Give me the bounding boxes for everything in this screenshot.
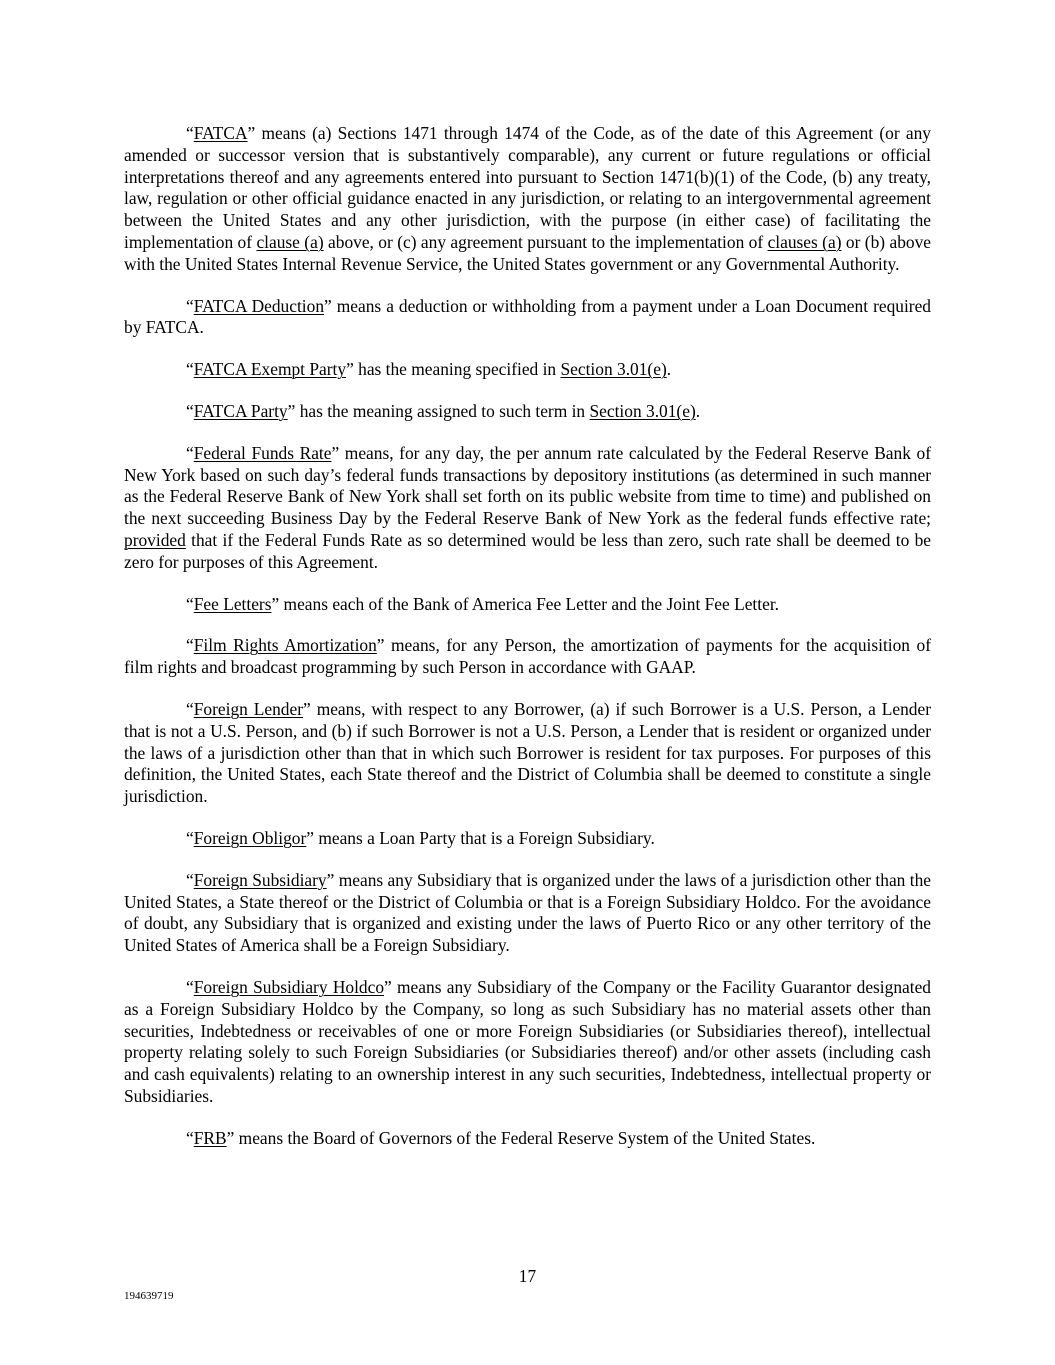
definition-text: .: [695, 400, 701, 421]
definition-paragraph: [124, 977, 931, 1108]
definition-text: “: [186, 400, 194, 421]
defined-term: Foreign Subsidiary: [193, 869, 327, 890]
definition-text: ” means each of the Bank of America Fee Letter and the Joint Fee Letter.: [271, 593, 779, 614]
defined-term: Film Rights Amortization: [193, 635, 377, 656]
cross-reference: Section 3.01(e): [560, 359, 667, 380]
defined-term: FRB: [193, 1127, 227, 1148]
page-number: 17: [518, 1266, 537, 1286]
definition-paragraph: [124, 870, 931, 957]
cross-reference: clauses (a): [767, 231, 842, 252]
defined-term: Foreign Lender: [193, 698, 304, 719]
definition-text: “: [186, 827, 194, 848]
definition-text: ” means, with respect to any Borrower, (a) if such Borrower is a U.S. Person, a Lender that is not a U.S. Person, and (b) if such Borrower is not a U.S. Person, a Lender that is resident or organized under the laws of a jurisdiction other than that in which such Borrower is resident for tax purposes. For purposes of this definition, the United States, each State thereof and the District of Columbia shall be deemed to constitute a single jurisdiction.: [124, 698, 931, 807]
definition-text: ” has the meaning specified in: [346, 359, 561, 380]
definition-paragraph: [124, 443, 931, 574]
definition-text: ” means any Subsidiary of the Company or the Facility Guarantor designated as a Foreign Subsidiary Holdco by the Company, so long as such Subsidiary has no material assets other than securities, Indebtedness or receivables of one or more Foreign Subsidiaries (or Subsidiaries thereof), intellectual property relating solely to such Foreign Subsidiaries (or Subsidiaries thereof) and/or other assets (including cash and cash equivalents) relating to an ownership interest in any such securities, Indebtedness, intellectual property or Subsidiaries.: [124, 976, 931, 1106]
defined-term: FATCA: [193, 123, 248, 143]
definition-paragraph: [124, 1128, 931, 1150]
definition-text: “: [186, 295, 194, 316]
definition-paragraph: [124, 594, 931, 616]
definition-text: ” means (a) Sections 1471 through 1474 of the Code, as of the date of this Agreement (or any amended or successor version that is substantively comparable), any current or future regulations or official interpretations thereof and any agreements entered into pursuant to Section 1471(b)(1) of the Code, (b) any treaty, law, regulation or other official guidance enacted in any jurisdiction, or relating to an intergovernmental agreement between the United States and any other jurisdiction, with the purpose (in either case) of facilitating the implementation of: [124, 123, 931, 252]
definition-paragraph: [124, 828, 931, 850]
definition-text: ” means a Loan Party that is a Foreign Subsidiary.: [306, 827, 655, 848]
definition-paragraph: [124, 635, 931, 679]
definition-text: or (b) above with the United States Internal Revenue Service, the United States government or any Governmental Authority.: [124, 231, 932, 274]
definition-text: ” means a deduction or withholding from a payment under a Loan Document required by FATCA.: [124, 295, 932, 338]
definition-paragraph: [124, 699, 931, 808]
cross-reference: clause (a): [256, 231, 324, 252]
cross-reference: Section 3.01(e): [589, 400, 696, 421]
defined-term: Federal Funds Rate: [193, 442, 332, 463]
defined-term: FATCA Deduction: [193, 295, 325, 316]
definition-text: “: [186, 593, 194, 614]
definition-text: “: [186, 442, 194, 463]
definition-text: ” has the meaning assigned to such term in: [287, 400, 590, 421]
defined-term: Foreign Obligor: [193, 827, 307, 848]
definition-text: “: [186, 123, 194, 143]
document-body: [124, 123, 931, 1169]
document-id: 194639719: [124, 1290, 174, 1302]
defined-term: FATCA Exempt Party: [193, 359, 347, 380]
definition-text: ” means, for any day, the per annum rate calculated by the Federal Reserve Bank of New York based on such day’s federal funds transactions by depository institutions (as determined in such manner as the Federal Reserve Bank of New York shall set forth on its public website from time to time) and published on the next succeeding Business Day by the Federal Reserve Bank of New York as the federal funds effective rate;: [124, 442, 931, 529]
definition-paragraph: [124, 401, 931, 423]
definition-text: “: [186, 359, 194, 380]
defined-term: Fee Letters: [193, 593, 272, 614]
definition-text: ” means, for any Person, the amortization of payments for the acquisition of film rights and broadcast programming by such Person in accordance with GAAP.: [124, 635, 931, 678]
definition-text: above, or (c) any agreement pursuant to the implementation of: [323, 231, 768, 252]
definition-text: “: [186, 976, 194, 997]
definition-text: “: [186, 635, 194, 656]
definition-paragraph: [124, 359, 931, 381]
cross-reference: provided: [124, 529, 186, 550]
definition-text: “: [186, 1127, 194, 1148]
definition-text: .: [666, 359, 672, 380]
definition-text: ” means any Subsidiary that is organized under the laws of a jurisdiction other than the United States, a State thereof or the District of Columbia or that is a Foreign Subsidiary Holdco. For the avoidance of doubt, any Subsidiary that is organized and existing under the laws of Puerto Rico or any other territory of the United States of America shall be a Foreign Subsidiary.: [124, 869, 932, 956]
definition-paragraph: [124, 296, 931, 340]
definition-text: that if the Federal Funds Rate as so determined would be less than zero, such rate shall be deemed to be zero for purposes of this Agreement.: [124, 529, 931, 572]
defined-term: FATCA Party: [193, 400, 288, 421]
definition-text: ” means the Board of Governors of the Federal Reserve System of the United States.: [226, 1127, 816, 1148]
definition-text: “: [186, 869, 194, 890]
defined-term: Foreign Subsidiary Holdco: [193, 976, 385, 997]
definition-paragraph: [124, 123, 931, 276]
definition-text: “: [186, 698, 194, 719]
